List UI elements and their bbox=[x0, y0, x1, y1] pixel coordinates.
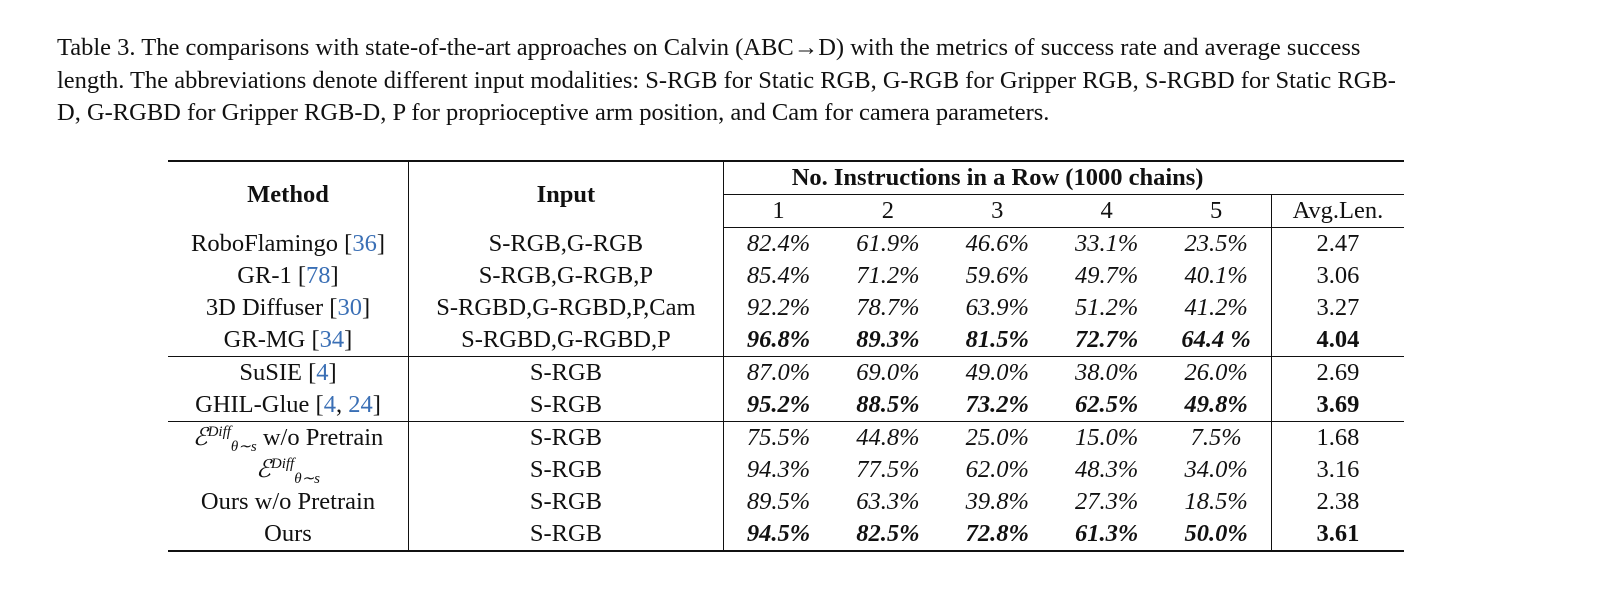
value-cell: 51.2% bbox=[1075, 294, 1139, 321]
value-cell: 72.7% bbox=[1075, 326, 1139, 353]
value-cell: 49.8% bbox=[1184, 391, 1248, 418]
value-cell: 23.5% bbox=[1184, 230, 1248, 257]
avg-len-cell: 1.68 bbox=[1271, 422, 1404, 455]
table-row bbox=[168, 292, 1404, 324]
value-cell: 69.0% bbox=[833, 357, 942, 390]
method-cell: RoboFlamingo [36] bbox=[168, 228, 409, 261]
avg-len-cell: 2.38 bbox=[1271, 486, 1404, 518]
method-cell: Ours w/o Pretrain bbox=[168, 486, 409, 518]
value-cell: 59.6% bbox=[965, 262, 1029, 289]
citation-link[interactable]: 34 bbox=[319, 326, 345, 353]
caption-line-2: length. The abbreviations denote different input modalities: S-RGB for Static RGB, G-RGB for Gripper RGB, S-RGBD for Static RGB- bbox=[57, 66, 1396, 94]
value-cell: 18.5% bbox=[1184, 488, 1248, 515]
avg-len-cell: 3.61 bbox=[1271, 518, 1404, 551]
method-cell: GHIL-Glue [4, 24] bbox=[168, 389, 409, 422]
value-cell: 75.5% bbox=[723, 422, 833, 455]
value-cell: 39.8% bbox=[965, 488, 1029, 515]
citation-link[interactable]: 36 bbox=[352, 229, 377, 257]
input-cell: S-RGBD,G-RGBD,P,Cam bbox=[409, 292, 724, 324]
value-cell: 73.2% bbox=[965, 391, 1029, 418]
header-col-2: 2 bbox=[833, 195, 942, 228]
table-caption bbox=[57, 32, 1515, 130]
table-row bbox=[168, 518, 1404, 551]
header-group-blank bbox=[1271, 161, 1404, 195]
value-cell: 40.1% bbox=[1184, 262, 1248, 289]
method-cell: ℰ$^{Diff}_{\theta\sim s}$ w/o Pretrain bbox=[168, 422, 409, 455]
value-cell: 82.5% bbox=[833, 518, 942, 551]
value-cell: 33.1% bbox=[1075, 230, 1139, 257]
input-cell: S-RGB bbox=[409, 486, 724, 518]
value-cell: 85.4% bbox=[746, 262, 811, 289]
value-cell: 38.0% bbox=[1052, 357, 1161, 390]
input-cell: S-RGB bbox=[409, 422, 724, 455]
table-row bbox=[168, 357, 1404, 390]
method-cell: Ours bbox=[168, 518, 409, 551]
header-col-4: 4 bbox=[1052, 195, 1161, 228]
avg-len-cell: 3.27 bbox=[1271, 292, 1404, 324]
table-row bbox=[168, 389, 1404, 422]
input-cell: S-RGB,G-RGB,P bbox=[409, 260, 724, 292]
value-cell: 88.5% bbox=[856, 391, 920, 418]
method-cell: GR-1 [78] bbox=[168, 260, 409, 292]
value-cell: 92.2% bbox=[746, 294, 811, 321]
citation-link[interactable]: 30 bbox=[337, 294, 362, 321]
value-cell: 49.0% bbox=[943, 357, 1052, 390]
value-cell: 62.0% bbox=[965, 456, 1029, 483]
value-cell: 15.0% bbox=[1052, 422, 1161, 455]
method-cell: SuSIE [4] bbox=[168, 357, 409, 390]
value-cell: 89.5% bbox=[746, 488, 811, 515]
input-cell: S-RGB bbox=[409, 454, 724, 486]
method-cell: 3D Diffuser [30] bbox=[168, 292, 409, 324]
value-cell: 94.3% bbox=[746, 456, 811, 483]
citation-link[interactable]: 78 bbox=[306, 262, 331, 289]
value-cell: 44.8% bbox=[833, 422, 942, 455]
value-cell: 81.5% bbox=[965, 326, 1029, 353]
value-cell: 64.4 % bbox=[1181, 326, 1251, 353]
value-cell: 62.5% bbox=[1075, 391, 1139, 418]
value-cell: 61.9% bbox=[856, 230, 920, 257]
table-row bbox=[168, 454, 1404, 486]
header-col-avg: Avg.Len. bbox=[1271, 195, 1404, 228]
input-cell: S-RGB bbox=[409, 389, 724, 422]
avg-len-cell: 3.69 bbox=[1271, 389, 1404, 422]
value-cell: 82.4% bbox=[746, 230, 811, 257]
value-cell: 26.0% bbox=[1161, 357, 1271, 390]
header-input: Input bbox=[409, 161, 724, 228]
table-row bbox=[168, 228, 1404, 261]
value-cell: 46.6% bbox=[965, 230, 1029, 257]
math-expression: ℰ$^{Diff}_{\theta\sim s}$ bbox=[192, 423, 257, 455]
avg-len-cell: 4.04 bbox=[1271, 324, 1404, 357]
value-cell: 48.3% bbox=[1075, 456, 1139, 483]
header-method: Method bbox=[168, 161, 409, 228]
value-cell: 94.5% bbox=[723, 518, 833, 551]
value-cell: 78.7% bbox=[856, 294, 920, 321]
citation-link[interactable]: 24 bbox=[348, 391, 373, 418]
value-cell: 71.2% bbox=[856, 262, 920, 289]
value-cell: 34.0% bbox=[1184, 456, 1248, 483]
value-cell: 25.0% bbox=[943, 422, 1052, 455]
value-cell: 77.5% bbox=[856, 456, 920, 483]
header-instructions-group: No. Instructions in a Row (1000 chains) bbox=[723, 161, 1271, 195]
citation-link[interactable]: 4 bbox=[323, 391, 336, 418]
value-cell: 87.0% bbox=[723, 357, 833, 390]
value-cell: 7.5% bbox=[1161, 422, 1271, 455]
header-col-3: 3 bbox=[943, 195, 1052, 228]
value-cell: 89.3% bbox=[856, 326, 920, 353]
caption-line-1: Table 3. The comparisons with state-of-the-art approaches on Calvin (ABC→D) with the metrics of success rate and average success bbox=[57, 34, 1361, 61]
value-cell: 61.3% bbox=[1052, 518, 1161, 551]
comparison-table bbox=[168, 160, 1404, 552]
input-cell: S-RGB bbox=[409, 357, 724, 390]
table-row bbox=[168, 324, 1404, 357]
value-cell: 63.3% bbox=[856, 488, 920, 515]
table-row bbox=[168, 422, 1404, 455]
input-cell: S-RGBD,G-RGBD,P bbox=[409, 324, 724, 357]
avg-len-cell: 2.47 bbox=[1271, 228, 1404, 261]
avg-len-cell: 2.69 bbox=[1271, 357, 1404, 390]
table-row bbox=[168, 260, 1404, 292]
value-cell: 63.9% bbox=[965, 294, 1029, 321]
method-cell bbox=[168, 454, 409, 486]
value-cell: 72.8% bbox=[943, 518, 1052, 551]
value-cell: 27.3% bbox=[1075, 488, 1139, 515]
value-cell: 96.8% bbox=[746, 326, 811, 353]
method-cell: GR-MG [34] bbox=[168, 324, 409, 357]
citation-link[interactable]: 4 bbox=[316, 359, 329, 386]
value-cell: 95.2% bbox=[746, 391, 811, 418]
avg-len-cell: 3.06 bbox=[1271, 260, 1404, 292]
math-expression: ℰ$^{Diff}_{\theta\sim s}$ bbox=[256, 455, 320, 487]
value-cell: 49.7% bbox=[1075, 262, 1139, 289]
caption-line-3: D, G-RGBD for Gripper RGB-D, P for proprioceptive arm position, and Cam for camera parameters. bbox=[57, 99, 1050, 126]
header-col-5: 5 bbox=[1161, 195, 1271, 228]
value-cell: 50.0% bbox=[1161, 518, 1271, 551]
input-cell: S-RGB bbox=[409, 518, 724, 551]
header-col-1: 1 bbox=[723, 195, 833, 228]
table-row bbox=[168, 486, 1404, 518]
value-cell: 41.2% bbox=[1184, 294, 1248, 321]
input-cell: S-RGB,G-RGB bbox=[409, 228, 724, 261]
avg-len-cell: 3.16 bbox=[1271, 454, 1404, 486]
